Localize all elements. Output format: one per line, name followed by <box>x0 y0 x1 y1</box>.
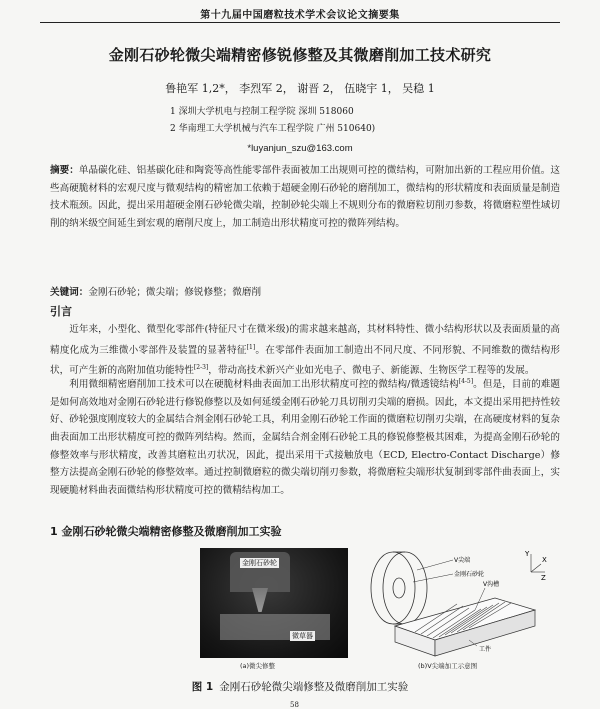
grinding-schematic <box>365 548 550 658</box>
author-email: *luyanjun_szu@163.com <box>247 143 353 154</box>
intro-p2-a: 利用微细精密磨削加工技术可以在硬脆材料曲表面加工出形状精度可控的微结构/微透镜结构 <box>69 379 459 391</box>
intro-paragraph-2 <box>50 373 560 499</box>
keywords <box>50 284 560 298</box>
intro-paragraph-1 <box>50 321 560 380</box>
intro-p2-b: 。但是，目前的难题是如何高效地对金刚石砂轮进行修锐修整以及如何延缓金刚石砂轮刀具切削刃尖端的磨损。因此，本文提出采用把持性较好、砂轮强度刚度较大的金属结合剂金刚石砂轮工具，利用金刚石砂轮工作面的微磨粒切削刃尖端，在高硬度材料的复杂曲表面加工出形状精度可控的微阵列结构。然而，金属结合剂金刚石砂轮工具的修锐修整极其困难，为提高金刚石砂轮的修整效率与形状精度，改善其磨粒出刃状况，因此，提出采用干式接触放电（ECD, Electro-Contact Discharge）修整方法提高金刚石砂轮的修整效率。通过控制微磨粒的微尖端切削刃参数，将微磨粒尖端形状复制到零部件曲表面上，实现硬脆材料曲表面微结构形状精度可控的微精结构加工。 <box>50 379 561 496</box>
keywords-text: 金刚石砂轮；微尖端；修锐修整；微磨削 <box>88 287 262 298</box>
running-head: 第十九届中国磨粒技术学术会议论文摘要集 <box>200 10 400 21</box>
intro-p1-b: 。在零部件表面加工制造出不同尺度、不同形貌、不同维数的微结构形状，可产生新的高附加值功能特性 <box>50 344 561 377</box>
diagram-label-workpiece: 工件 <box>479 646 492 653</box>
abstract-text: 单晶碳化硅、铝基碳化硅和陶瓷等高性能零部件表面被加工出规则可控的微结构，可附加出新的工程应用价值。这些高硬脆材料的宏观尺度与微观结构的精密加工依赖于超硬金刚石砂轮的磨削加工，微结构的形状精度和表面质量是制造技术瓶颈。因此，提出采用超硬金刚石砂轮微尖端，控制砂轮尖端上不规则分布的微磨粒切削刃参数，将微磨粒塑性域切削的纳米级空间延生到宏观的磨削尺度上，加工制造出形状精度可控的微阵列结构。 <box>50 165 561 229</box>
workpiece-drawing <box>395 598 535 656</box>
figure-caption-text: 金刚石砂轮微尖端修整及微磨削加工实验 <box>219 681 409 693</box>
header-rule <box>40 22 560 23</box>
diagram-label-v-tip: V尖端 <box>454 557 471 564</box>
citation-1: [1] <box>246 343 256 351</box>
figure-caption <box>0 679 600 694</box>
abstract <box>50 162 560 232</box>
subcaption-a: (a)微尖修整 <box>240 662 276 670</box>
photo-label-wheel: 金刚石砂轮 <box>242 559 277 567</box>
photo-label-work: 微草器 <box>292 632 313 640</box>
figure-1 <box>200 548 550 673</box>
affiliation-2: 2 华南理工大学机械与汽车工程学院 广州 510640) <box>170 124 376 134</box>
citation-2-3: [2-3] <box>193 364 209 372</box>
citation-4-5: [4-5] <box>458 378 474 385</box>
diagram-label-wheel: 金刚石砂轮 <box>454 571 485 578</box>
intro-p1-a: 近年来，小型化、微型化零部件(特征尺寸在微米级)的需求越来越高，其材料特性、微小结构形状以及表面质量的高精度化成为三维微小零部件及装置的显著特征 <box>50 324 560 356</box>
figure-caption-label: 图 1 <box>191 681 214 693</box>
axis-label-z: Z <box>541 574 546 582</box>
page-number: 58 <box>290 701 299 709</box>
axis-label-x: X <box>542 556 547 564</box>
keywords-label: 关键词： <box>50 287 89 298</box>
subcaption-b: (b)V尖端加工示意图 <box>418 662 478 670</box>
section-1-heading: 1 金刚石砂轮微尖端精密修整及微磨削加工实验 <box>50 525 282 538</box>
paper-title: 金刚石砂轮微尖端精密修锐修整及其微磨削加工技术研究 <box>108 46 492 64</box>
intro-p1-c: ，带动高技术新兴产业如光电子、微电子、新能源、生物医学工程等的发展。 <box>208 365 535 377</box>
experiment-photo <box>200 548 348 658</box>
wheel-drawing <box>371 552 427 624</box>
axis-label-y: Y <box>525 550 530 558</box>
wheel-tip-shape <box>252 588 268 612</box>
author-list: 鲁艳军 1,2*， 李烈军 2， 谢晋 2， 伍晓宇 1， 吴稳 1 <box>165 82 435 95</box>
affiliation-1: 1 深圳大学机电与控制工程学院 深圳 518060 <box>170 107 354 117</box>
abstract-label: 摘要： <box>50 165 79 176</box>
diagram-label-groove: V沟槽 <box>483 581 500 588</box>
intro-heading: 引言 <box>50 305 72 318</box>
